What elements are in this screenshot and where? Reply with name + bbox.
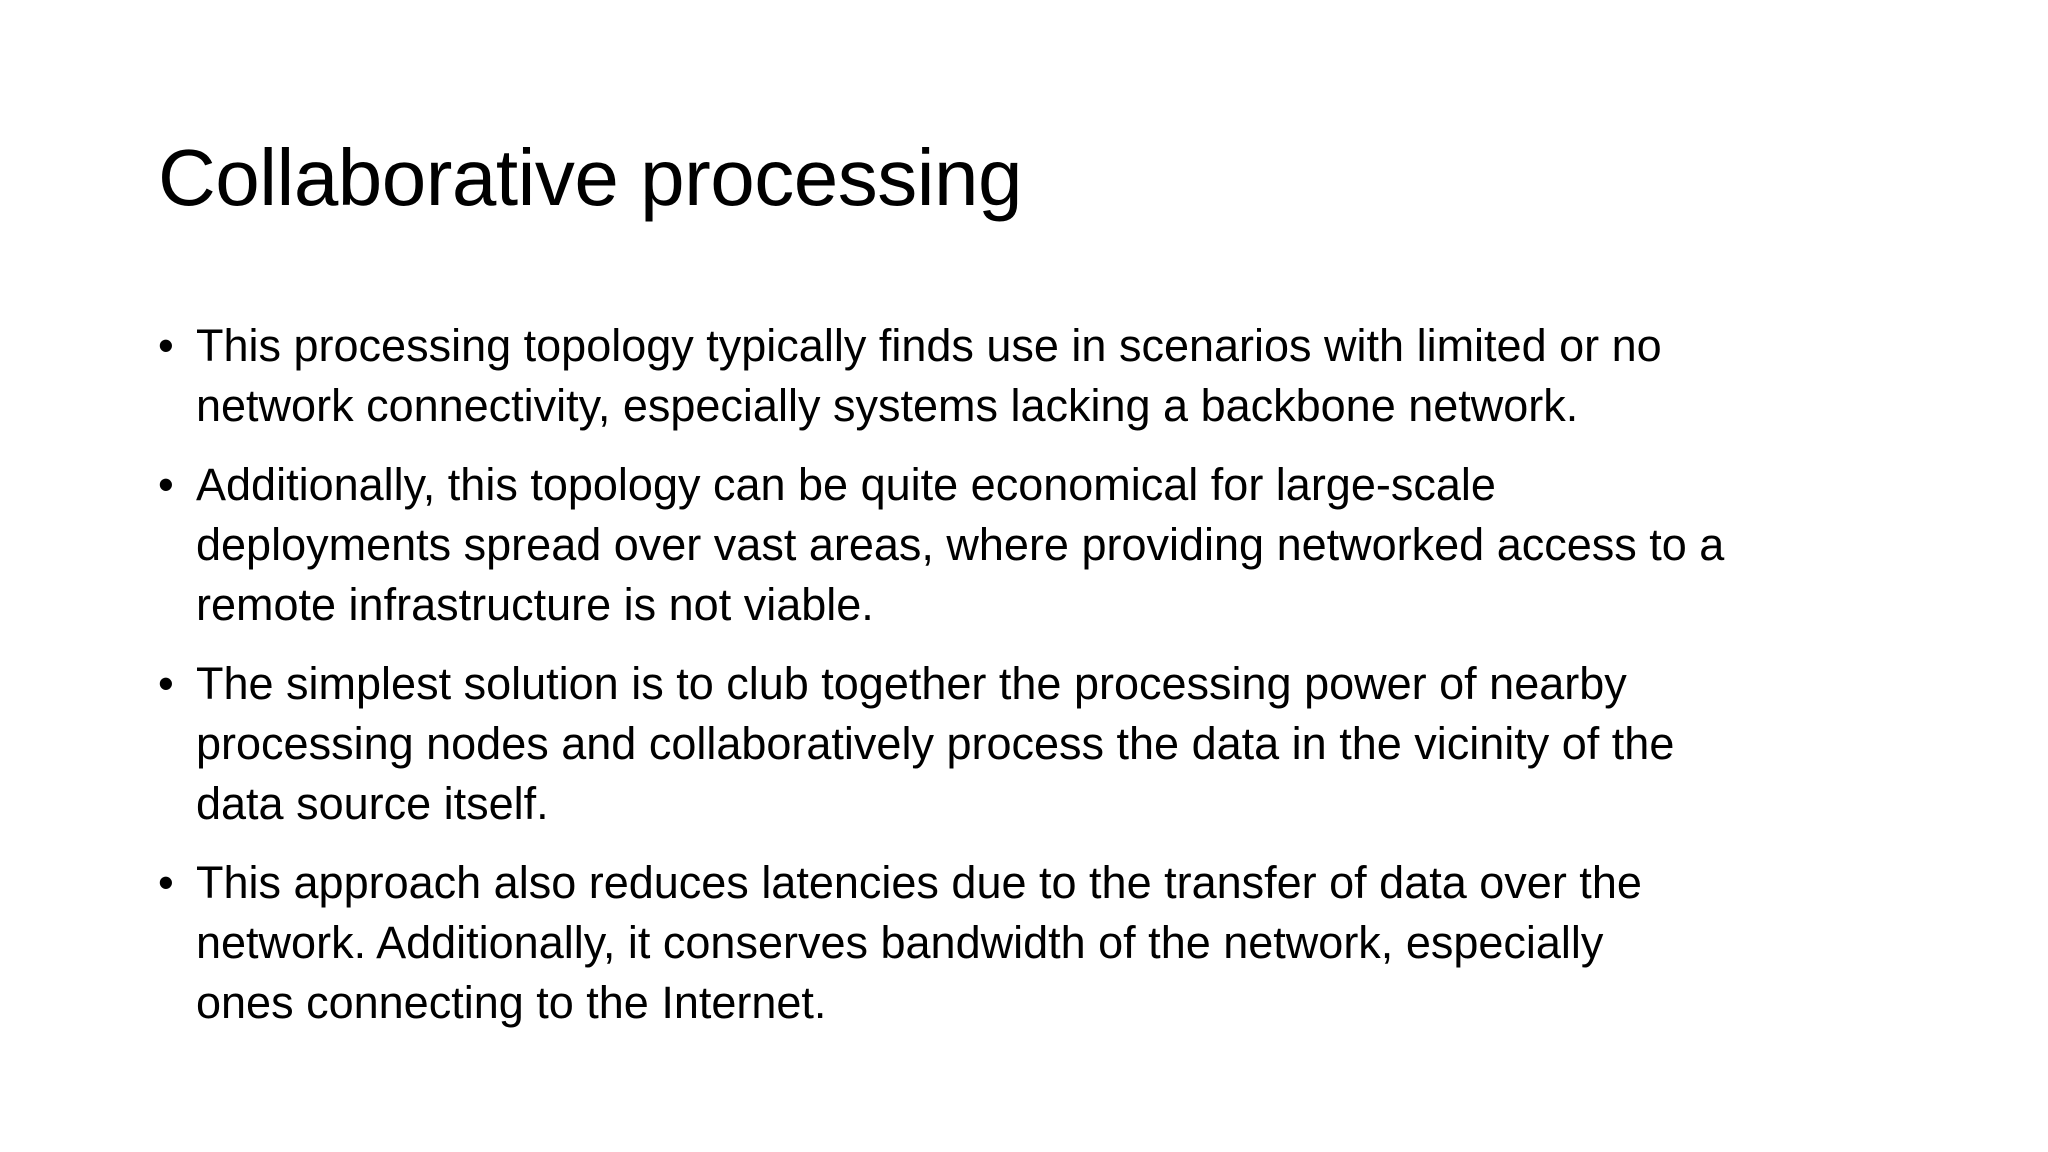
bullet-text	[196, 654, 1918, 834]
bullet-item	[158, 316, 1918, 436]
bullet-marker-icon: •	[158, 459, 174, 510]
bullet-line: This processing topology typically finds use in scenarios with limited or no	[196, 320, 1662, 371]
bullet-text	[196, 316, 1918, 436]
bullet-item	[158, 455, 1918, 635]
bullet-text	[196, 853, 1918, 1033]
bullet-line: remote infrastructure is not viable.	[196, 579, 874, 630]
bullet-list	[158, 316, 1918, 1052]
bullet-text	[196, 455, 1918, 635]
bullet-line: The simplest solution is to club together the processing power of nearby	[196, 658, 1627, 709]
bullet-line: network connectivity, especially systems lacking a backbone network.	[196, 380, 1579, 431]
bullet-line: deployments spread over vast areas, where providing networked access to a	[196, 519, 1725, 570]
bullet-line: processing nodes and collaboratively process the data in the vicinity of the	[196, 718, 1675, 769]
bullet-item	[158, 853, 1918, 1033]
slide-title: Collaborative processing	[158, 133, 1023, 222]
bullet-line: ones connecting to the Internet.	[196, 977, 827, 1028]
bullet-line: data source itself.	[196, 778, 549, 829]
bullet-line: Additionally, this topology can be quite economical for large-scale	[196, 459, 1496, 510]
bullet-marker-icon: •	[158, 857, 174, 908]
bullet-item	[158, 654, 1918, 834]
bullet-marker-icon: •	[158, 658, 174, 709]
bullet-line: network. Additionally, it conserves bandwidth of the network, especially	[196, 917, 1604, 968]
bullet-marker-icon: •	[158, 320, 174, 371]
bullet-line: This approach also reduces latencies due to the transfer of data over the	[196, 857, 1642, 908]
